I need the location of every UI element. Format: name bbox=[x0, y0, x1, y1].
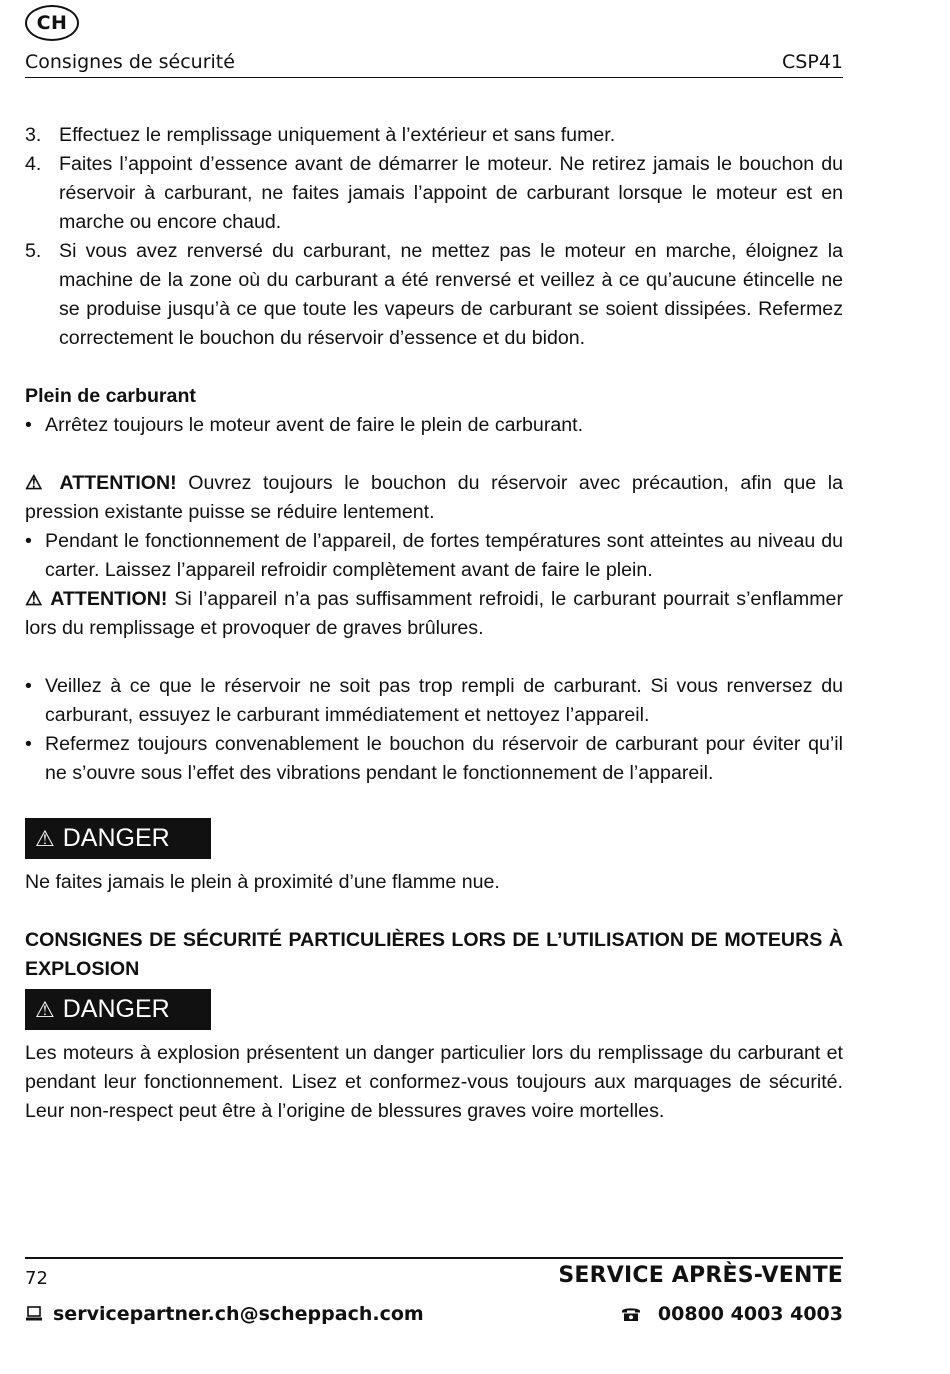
item-text: Faites l’appoint d’essence avant de démarrer le moteur. Ne retirez jamais le bouchon du réservoir à carburant, ne faites jamais l’appoint de carburant lorsque le moteur est en marche ou encore chaud. bbox=[59, 153, 843, 233]
footer-phone bbox=[620, 1303, 843, 1325]
country-badge: CH bbox=[25, 5, 79, 41]
bullet-item bbox=[25, 527, 843, 585]
item-text: Effectuez le remplissage uniquement à l’extérieur et sans fumer. bbox=[59, 124, 616, 146]
section-title: Consignes de sécurité bbox=[25, 51, 235, 73]
attention-text: Ouvrez toujours le bouchon du réservoir avec précaution, afin que la pression existante puisse se réduire lentement. bbox=[25, 472, 844, 523]
danger-banner bbox=[25, 818, 211, 859]
item-number: 5. bbox=[25, 240, 42, 262]
special-heading: CONSIGNES DE SÉCURITÉ PARTICULIÈRES LORS DE L’UTILISATION DE MOTEURS À EXPLOSION bbox=[25, 929, 843, 980]
service-title: SERVICE APRÈS-VENTE bbox=[558, 1263, 843, 1288]
model-number: CSP41 bbox=[782, 51, 843, 73]
item-number: 4. bbox=[25, 153, 42, 175]
list-item bbox=[25, 237, 843, 353]
bullet-icon: • bbox=[25, 675, 32, 697]
danger-banner bbox=[25, 989, 211, 1030]
attention-note bbox=[25, 585, 843, 643]
list-item bbox=[25, 150, 843, 237]
attention-label: ⚠ ATTENTION! bbox=[25, 472, 177, 494]
footer-email bbox=[25, 1303, 424, 1325]
attention-text: Si l’appareil n’a pas suffisamment refroidi, le carburant pourrait s’enflammer lors du remplissage et provoquer de graves brûlures. bbox=[25, 588, 843, 639]
email-link[interactable]: servicepartner.ch@scheppach.com bbox=[53, 1303, 424, 1325]
attention-note bbox=[25, 469, 843, 527]
list-item bbox=[25, 121, 843, 150]
refuel-heading: Plein de carburant bbox=[25, 385, 196, 407]
bullet-text: Arrêtez toujours le moteur avent de faire le plein de carburant. bbox=[45, 414, 584, 436]
item-number: 3. bbox=[25, 124, 42, 146]
warning-triangle-icon: ⚠ bbox=[35, 826, 55, 851]
danger-label: DANGER bbox=[62, 995, 170, 1023]
laptop-icon bbox=[25, 1306, 43, 1322]
page-number: 72 bbox=[25, 1268, 48, 1289]
special-text: Les moteurs à explosion présentent un danger particulier lors du remplissage du carburant et pendant leur fonctionnement. Lisez et conformez-vous toujours aux marquages de sécurité. Leur non-respect peut être à l’origine de blessures graves voire mortelles. bbox=[25, 1042, 843, 1122]
phone-icon bbox=[620, 1306, 642, 1322]
bullet-item bbox=[25, 411, 843, 440]
bullet-text: Refermez toujours convenablement le bouchon du réservoir de carburant pour éviter qu’il ne s’ouvre sous l’effet des vibrations pendant le fonctionnement de l’appareil. bbox=[45, 733, 843, 784]
bullet-icon: • bbox=[25, 733, 32, 755]
bullet-text: Pendant le fonctionnement de l’appareil, de fortes températures sont atteintes au niveau du carter. Laissez l’appareil refroidir complètement avant de faire le plein. bbox=[45, 530, 843, 581]
page-header bbox=[25, 50, 843, 78]
bullet-item bbox=[25, 672, 843, 730]
item-text: Si vous avez renversé du carburant, ne mettez pas le moteur en marche, éloignez la machine de la zone où du carburant a été renversé et veillez à ce qu’aucune étincelle ne se produise jusqu’à ce que toute les vapeurs de carburant se soient dissipées. Refermez correctement le bouchon du réservoir d’essence et du bidon. bbox=[59, 240, 843, 349]
bullet-item bbox=[25, 730, 843, 788]
phone-number[interactable]: 00800 4003 4003 bbox=[657, 1303, 843, 1325]
footer-divider bbox=[25, 1257, 843, 1259]
attention-label: ⚠ ATTENTION! bbox=[25, 588, 168, 610]
bullet-icon: • bbox=[25, 414, 32, 436]
warning-triangle-icon: ⚠ bbox=[35, 997, 55, 1022]
danger-text: Ne faites jamais le plein à proximité d’une flamme nue. bbox=[25, 871, 500, 893]
bullet-icon: • bbox=[25, 530, 32, 552]
page-content bbox=[25, 121, 843, 1126]
danger-label: DANGER bbox=[62, 824, 170, 852]
bullet-text: Veillez à ce que le réservoir ne soit pas trop rempli de carburant. Si vous renversez du carburant, essuyez le carburant immédiatement et nettoyez l’appareil. bbox=[45, 675, 843, 726]
